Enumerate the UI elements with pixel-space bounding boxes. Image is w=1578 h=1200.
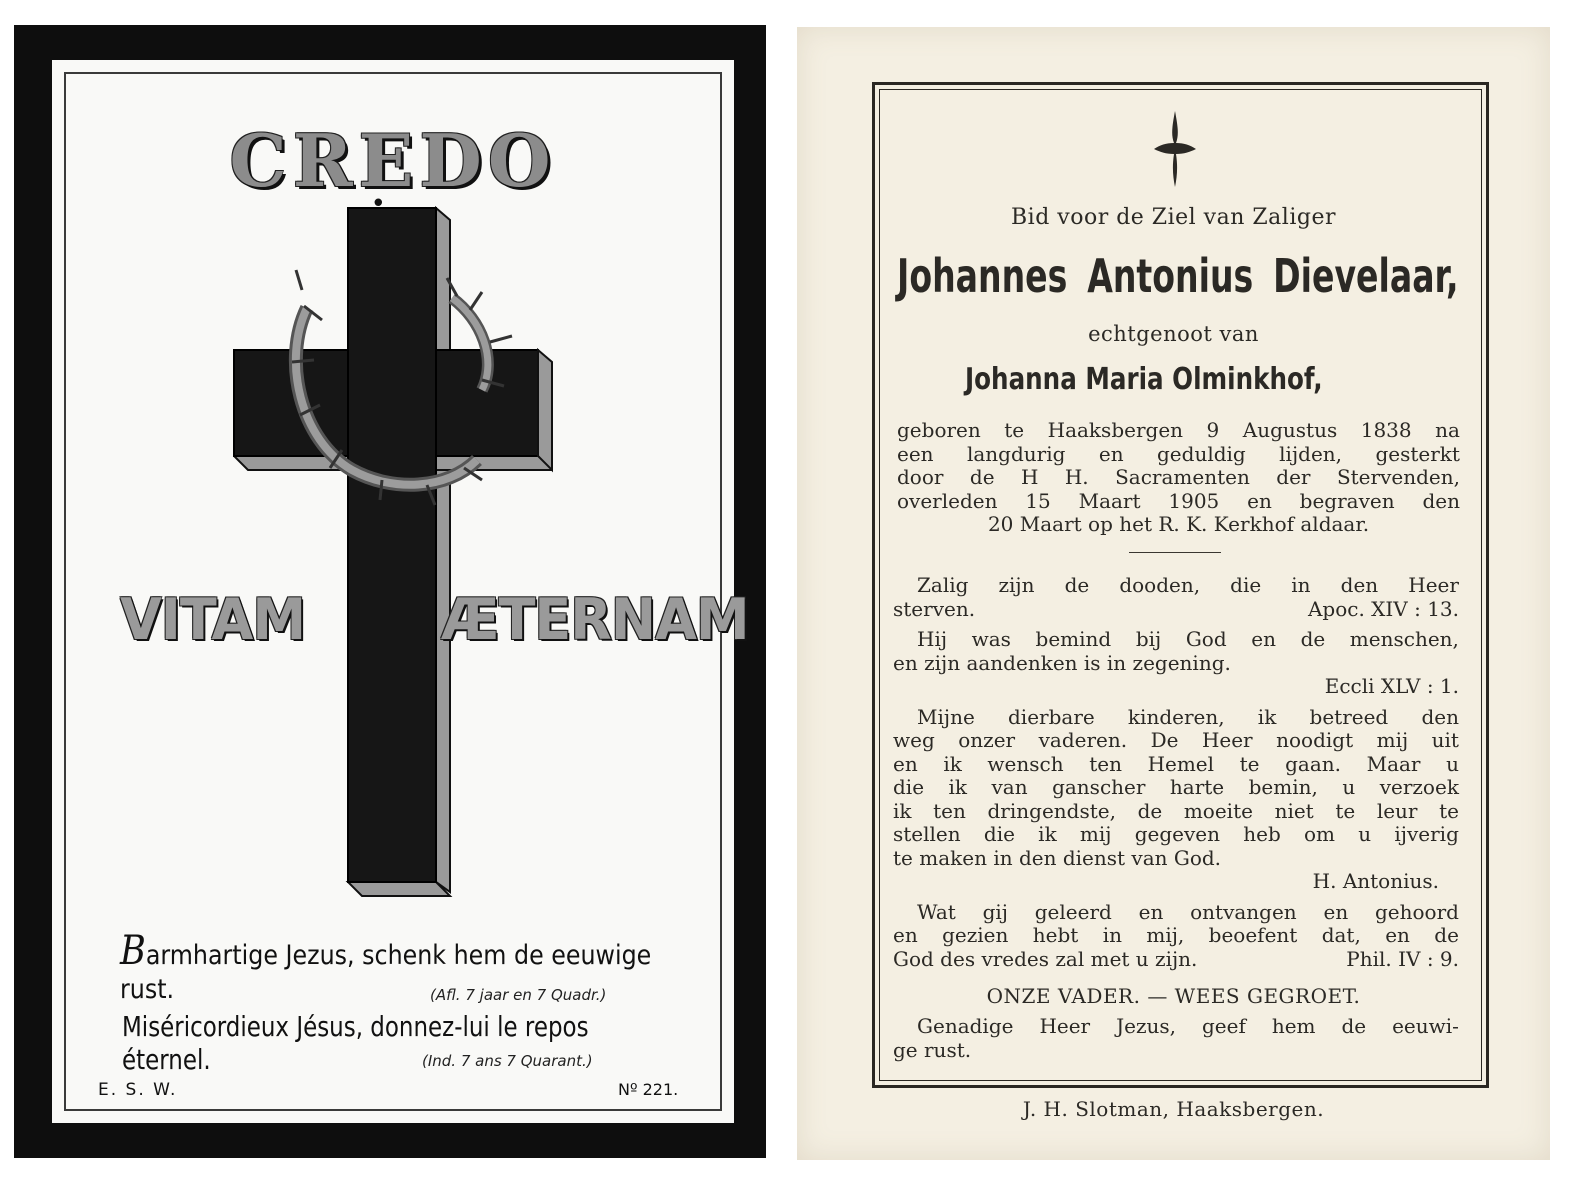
word: en <box>893 923 918 947</box>
text-line <box>897 513 1460 537</box>
word: de <box>1434 923 1459 947</box>
deceased-name <box>897 249 1459 303</box>
word: Heer <box>1039 1014 1091 1038</box>
text-line <box>897 466 1460 490</box>
verse-reference: Apoc. XIV : 13. <box>1307 596 1459 621</box>
text: te maken in den dienst van God. <box>893 845 1222 870</box>
word: van <box>991 775 1028 799</box>
word: dierbare <box>1008 704 1095 729</box>
vitam-text: VITAM <box>120 586 306 653</box>
word: Mijne <box>917 704 975 729</box>
word: der <box>1276 465 1311 489</box>
memorial-card-back <box>797 27 1550 1160</box>
word: u <box>1446 751 1459 776</box>
text-line <box>893 675 1459 699</box>
word: langdurig <box>966 441 1066 466</box>
aeternam-text: ÆTERNAM <box>441 586 749 653</box>
text-line <box>893 924 1459 948</box>
text-line <box>893 729 1459 753</box>
word: Augustus <box>1242 418 1338 442</box>
text-line <box>893 800 1459 824</box>
prayer-dutch-initial: B <box>120 928 146 974</box>
word: die <box>1230 573 1262 597</box>
cross-icon <box>1152 109 1198 189</box>
text: H. Antonius. <box>1312 869 1439 893</box>
word: en <box>1098 441 1124 466</box>
word: geboren <box>897 418 981 442</box>
text-line <box>893 823 1459 847</box>
text: ge rust. <box>893 1037 972 1062</box>
word: overleden <box>897 488 998 513</box>
word: geduldig <box>1157 441 1246 466</box>
indulgence-dutch: (Afl. 7 jaar en 7 Quadr.) <box>430 986 607 1004</box>
word: dat, <box>1321 923 1361 947</box>
text-line <box>897 490 1460 514</box>
text-line <box>893 628 1459 652</box>
word: 1905 <box>1168 488 1220 513</box>
word: ten <box>1089 751 1122 776</box>
word: en <box>893 751 918 776</box>
memorial-card-front <box>14 25 766 1158</box>
word: door <box>897 465 944 489</box>
word: geef <box>1201 1014 1246 1038</box>
indulgence-french: (Ind. 7 ans 7 Quarant.) <box>422 1052 593 1070</box>
word: mij, <box>1146 923 1185 947</box>
word: lijden, <box>1279 441 1343 466</box>
word: den <box>1422 488 1460 513</box>
text: God des vredes zal met u zijn. <box>893 946 1198 971</box>
spouse-of-line: echtgenoot van <box>1088 322 1259 346</box>
word: en <box>1251 627 1276 651</box>
name-part: Dievelaar, <box>1273 249 1459 303</box>
word: ganscher <box>1052 775 1146 799</box>
word: H <box>1020 465 1039 489</box>
word: de <box>1137 798 1163 823</box>
word: H. <box>1064 465 1089 489</box>
text-line <box>897 419 1460 443</box>
word: den <box>1421 704 1459 729</box>
text-line <box>897 443 1460 467</box>
word: ontvangen <box>1190 899 1297 924</box>
word: mij <box>1079 822 1112 846</box>
word: mij <box>1376 728 1409 752</box>
word: u <box>1358 822 1372 846</box>
word: gehoord <box>1374 899 1459 924</box>
card-number: Nº 221. <box>618 1080 679 1099</box>
text: en zijn aandenken is in zegening. <box>893 650 1231 675</box>
word: Wat <box>917 899 956 924</box>
word: de <box>1341 1014 1367 1038</box>
word: de <box>1064 573 1090 597</box>
word: Hemel <box>1147 751 1215 776</box>
word: die <box>983 822 1015 846</box>
name-part: Johannes <box>897 249 1068 303</box>
word: te <box>1239 751 1260 776</box>
word: eeuwi- <box>1392 1014 1459 1038</box>
word: ijverig <box>1394 822 1459 846</box>
word: dringendste, <box>987 798 1116 823</box>
word: stellen <box>893 822 961 846</box>
word: gij <box>982 899 1008 924</box>
word: ik <box>1038 822 1057 846</box>
word: Heer <box>1408 573 1459 597</box>
word: beoefent <box>1208 923 1298 947</box>
word: menschen, <box>1349 627 1459 651</box>
word: in <box>1291 573 1311 597</box>
closing-prayer <box>893 1015 1459 1062</box>
word: en <box>1138 899 1164 924</box>
word: bemind <box>1035 627 1112 651</box>
text: 20 Maart op het R. K. Kerkhof aldaar. <box>987 512 1370 536</box>
word: Sacramenten <box>1115 465 1250 489</box>
word: zijn <box>998 573 1035 597</box>
text: sterven. <box>893 596 976 621</box>
scripture-verses <box>893 574 1459 971</box>
word: geleerd <box>1034 899 1112 924</box>
word: den <box>1340 573 1379 597</box>
word: was <box>971 627 1011 651</box>
word: 1838 <box>1360 418 1412 442</box>
text-line <box>893 652 1459 676</box>
text-line <box>893 598 1459 622</box>
text-line <box>893 574 1459 598</box>
word: De <box>1150 728 1179 752</box>
word: Maart <box>1078 488 1141 513</box>
word: de <box>969 465 995 489</box>
word: 15 <box>1025 488 1051 513</box>
word: Stervenden, <box>1336 465 1460 489</box>
verse-reference: Phil. IV : 9. <box>1346 946 1459 971</box>
word: gaan. <box>1285 751 1341 776</box>
word: hebt <box>1032 923 1079 947</box>
word: in <box>1102 923 1122 947</box>
word: 9 <box>1206 418 1220 442</box>
text-line <box>893 847 1459 871</box>
name-part: Antonius <box>1087 249 1254 303</box>
word: onzer <box>958 728 1016 752</box>
prayer-french: Miséricordieux Jésus, donnez-lui le repos éternel. <box>122 1010 589 1076</box>
word: dooden, <box>1119 573 1201 597</box>
text-line <box>893 1015 1459 1039</box>
word: Genadige <box>917 1014 1014 1038</box>
word: Jezus, <box>1116 1014 1176 1038</box>
prayer-dutch-text: armhartige Jezus, schenk hem de eeuwige rust. <box>120 940 652 1005</box>
word: te <box>1439 798 1459 823</box>
word: uit <box>1431 728 1459 752</box>
word: om <box>1304 822 1336 846</box>
word: heb <box>1243 822 1281 846</box>
word: leur <box>1376 798 1418 823</box>
word: Hij <box>917 627 948 651</box>
word: en <box>1385 923 1410 947</box>
word: bemin, <box>1248 775 1318 799</box>
text-line <box>893 901 1459 925</box>
word: ik <box>943 751 962 776</box>
word: God <box>1185 627 1227 651</box>
word: na <box>1435 418 1460 442</box>
word: verzoek <box>1379 775 1459 799</box>
word: wensch <box>987 751 1064 776</box>
word: gesterkt <box>1375 441 1460 466</box>
word: u <box>1342 775 1356 799</box>
prayer-instruction: ONZE VADER. — WEES GEGROET. <box>986 984 1361 1008</box>
word: vaderen. <box>1038 728 1128 752</box>
word: de <box>1300 627 1326 651</box>
card-front-panel <box>52 60 749 1123</box>
word: Heer <box>1201 728 1253 752</box>
divider <box>1129 552 1221 553</box>
word: weg <box>893 728 935 752</box>
word: te <box>1004 418 1025 442</box>
word: moeite <box>1183 798 1253 823</box>
word: ik <box>1257 704 1277 729</box>
word: ten <box>933 798 966 823</box>
word: en <box>1323 899 1349 924</box>
publisher-mark: E. S. W. <box>98 1080 178 1100</box>
word: een <box>897 441 934 466</box>
word: kinderen, <box>1127 704 1225 729</box>
word: gezien <box>942 923 1009 947</box>
word: harte <box>1169 775 1225 799</box>
biography-paragraph <box>897 419 1460 537</box>
credo-title: CREDO <box>229 118 557 203</box>
text-line <box>893 776 1459 800</box>
word: en <box>1247 488 1272 513</box>
word: betreed <box>1309 704 1389 729</box>
word: te <box>1335 798 1356 823</box>
text: Eccli XLV : 1. <box>1324 674 1459 698</box>
text-line <box>893 948 1459 972</box>
word: ik <box>893 798 912 823</box>
word: niet <box>1274 798 1314 823</box>
word: gegeven <box>1134 822 1221 846</box>
spouse-name: Johanna Maria Olminkhof, <box>965 362 1323 397</box>
word: begraven <box>1299 488 1395 513</box>
word: ik <box>948 775 968 799</box>
word: Haaksbergen <box>1047 418 1184 442</box>
word: hem <box>1271 1014 1316 1038</box>
word: die <box>893 775 925 799</box>
text-line <box>893 870 1459 894</box>
word: noodigt <box>1276 728 1354 752</box>
text-line <box>893 1039 1459 1063</box>
word: Zalig <box>917 573 969 597</box>
printer-credit: J. H. Slotman, Haaksbergen. <box>1022 1097 1325 1121</box>
text-line <box>893 753 1459 777</box>
word: Maar <box>1366 751 1421 776</box>
word: bij <box>1135 627 1162 651</box>
pray-for-soul-line: Bid voor de Ziel van Zaliger <box>1011 205 1336 230</box>
text-line <box>893 706 1459 730</box>
